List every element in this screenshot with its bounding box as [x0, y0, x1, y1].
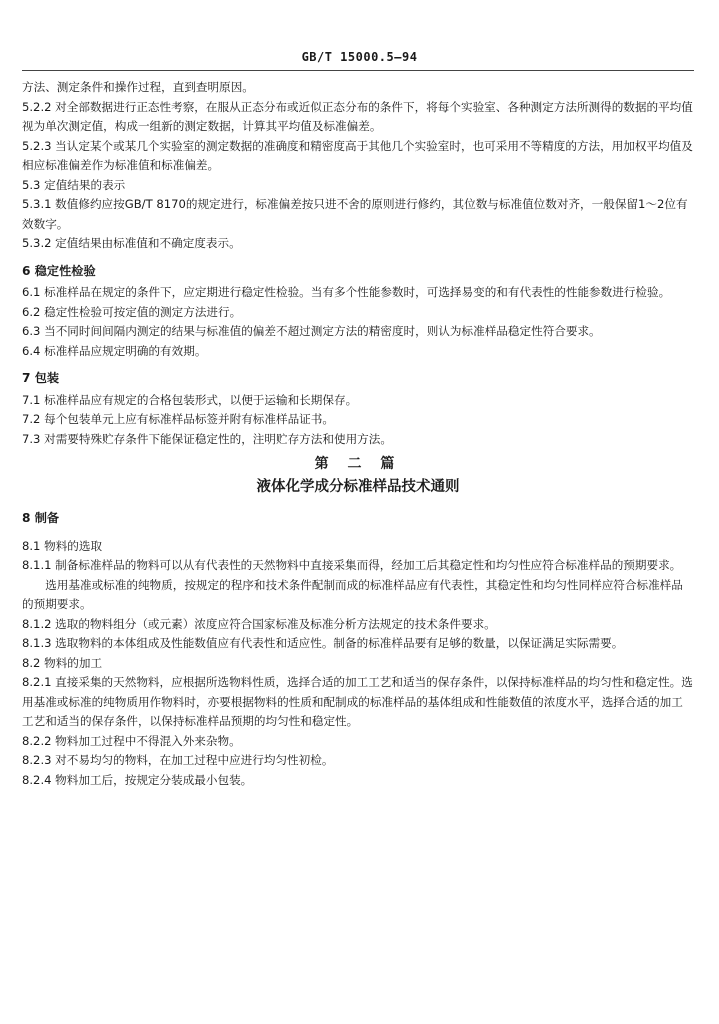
clause-8-2-3: 8.2.3 对不易均匀的物料，在加工过程中应进行均匀性初检。 [22, 753, 334, 767]
clause-6-3: 6.3 当不同时间间隔内测定的结果与标准值的偏差不超过测定方法的精密度时，则认为标准样品稳定性符合要求。 [22, 324, 601, 338]
part-title: 液体化学成分标准样品技术通则 [256, 479, 460, 495]
section-8-heading: 8 制备 [22, 511, 60, 525]
part-number: 第 二 篇 [314, 456, 402, 472]
clause-8-1-1: 8.1.1 制备标准样品的物料可以从有代表性的天然物料中直接采集而得，经加工后其稳定性和均匀性应符合标准样品的预期要求。 [22, 558, 682, 572]
clause-7-2: 7.2 每个包装单元上应有标准样品标签并附有标准样品证书。 [22, 412, 334, 426]
clause-8-2-4: 8.2.4 物料加工后，按规定分装成最小包装。 [22, 772, 253, 787]
page-header: GB/T 15000.5—94 [301, 50, 418, 64]
clause-8-2: 8.2 物料的加工 [22, 655, 103, 670]
clause-5-3-1: 5.3.1 数值修约应按GB/T 8170的规定进行，标准偏差按只进不舍的原则进行修约，其位数与标准值位数对齐，一般保留1～2位有效数字。 [22, 197, 688, 231]
clause-6-1: 6.1 标准样品在规定的条件下，应定期进行稳定性检验。当有多个性能参数时，可选择易变的和有代表性的性能参数进行检验。 [22, 285, 671, 299]
section-7-heading: 7 包装 [22, 371, 60, 385]
clause-8-1-3: 8.1.3 选取物料的本体组成及性能数值应有代表性和适应性。制备的标准样品要有足够的数量，以保证满足实际需要。 [22, 636, 624, 650]
clause-5-2-3: 5.2.3 当认定某个或某几个实验室的测定数据的准确度和精密度高于其他几个实验室时，也可采用不等精度的方法，用加权平均值及相应标准偏差作为标准值和标准偏差。 [22, 138, 693, 172]
header-rule [22, 70, 694, 71]
clause-5-3: 5.3 定值结果的表示 [22, 177, 126, 192]
clause-8-1-2: 8.1.2 选取的物料组分（或元素）浓度应符合国家标准及标准分析方法规定的技术条件要求。 [22, 616, 496, 631]
clause-7-1: 7.1 标准样品应有规定的合格包装形式，以便于运输和长期保存。 [22, 392, 358, 407]
clause-5-2-2: 5.2.2 对全部数据进行正态性考察，在服从正态分布或近似正态分布的条件下，将每个实验室、各种测定方法所测得的数据的平均值视为单次测定值，构成一组新的测定数据，计算其平均值及标准偏差。 [22, 99, 693, 133]
clause-8-1-1-cont: 选用基准或标准的纯物质，按规定的程序和技术条件配制而成的标准样品应有代表性，其稳定性和均匀性同样应符合标准样品的预期要求。 [22, 577, 683, 611]
clause-5-3-2: 5.3.2 定值结果由标准值和不确定度表示。 [22, 236, 241, 250]
clause-7-3: 7.3 对需要特殊贮存条件下能保证稳定性的，注明贮存方法和使用方法。 [22, 431, 392, 446]
paragraph: 方法、测定条件和操作过程，直到查明原因。 [22, 80, 254, 94]
section-6-heading: 6 稳定性检验 [22, 263, 96, 278]
clause-8-1: 8.1 物料的选取 [22, 538, 103, 553]
clause-8-2-1: 8.2.1 直接采集的天然物料，应根据所选物料性质，选择合适的加工工艺和适当的保存条件，以保持标准样品的均匀性和稳定性。选用基准或标准的纯物质用作物料时，亦要根据物料的性质和配制成的标准样品的基体组成和性能数值的浓度水平，选择合适的加工工艺和适当的保存条件，以保持标准样品预期的均匀性和稳定性。 [22, 675, 693, 728]
clause-6-2: 6.2 稳定性检验可按定值的测定方法进行。 [22, 304, 242, 319]
clause-8-2-2: 8.2.2 物料加工过程中不得混入外来杂物。 [22, 733, 241, 748]
document-body [22, 78, 694, 790]
clause-6-4: 6.4 标准样品应规定明确的有效期。 [22, 343, 207, 358]
